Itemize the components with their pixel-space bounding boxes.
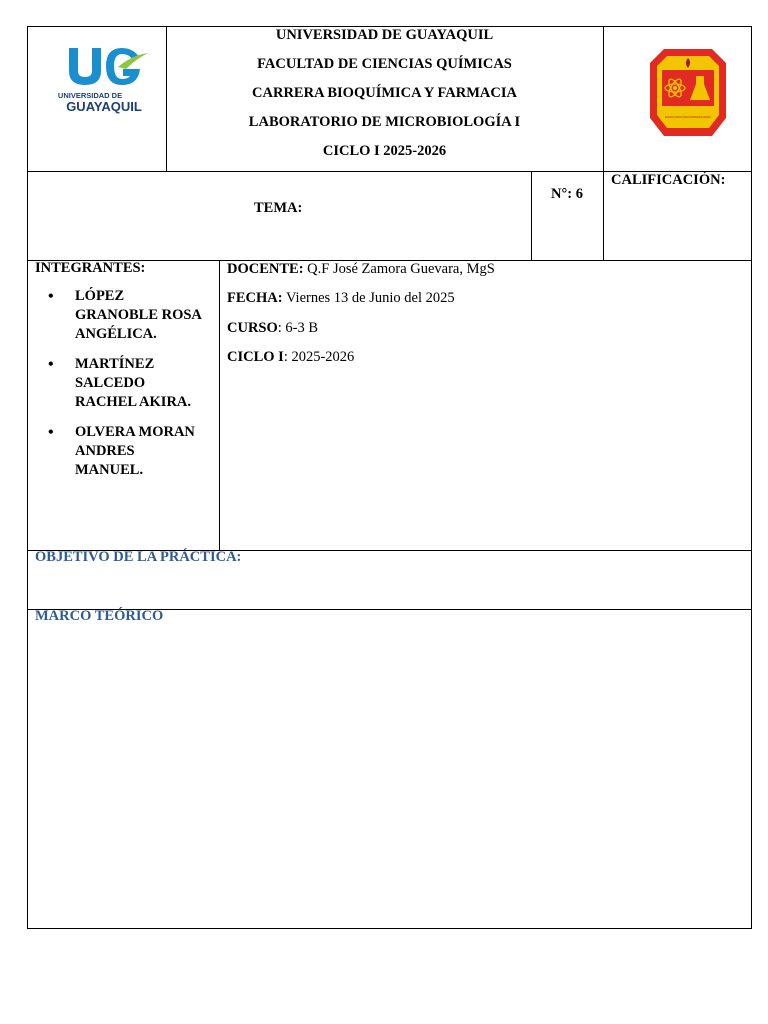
objetivo-title: OBJETIVO DE LA PRÁCTICA: — [35, 549, 242, 565]
member-2-line-2: SALCEDO — [75, 375, 146, 391]
header-cycle: CICLO I 2025-2026 — [322, 143, 447, 159]
fecha-label: FECHA: — [227, 290, 283, 307]
tema-label: TEMA: — [254, 200, 303, 216]
header-title-block — [166, 26, 603, 171]
ug-letter-u — [69, 48, 101, 85]
docente-row — [227, 260, 495, 289]
list-item — [34, 423, 216, 480]
numero-label: N°: 6 — [551, 186, 583, 202]
list-item — [34, 287, 216, 344]
ciclo-label: CICLO I — [227, 348, 284, 365]
docente-label: DOCENTE: — [227, 261, 304, 277]
course-info — [227, 260, 495, 377]
col-divider-numero — [531, 171, 532, 260]
member-3-line-3: MANUEL. — [75, 462, 144, 478]
curso-value: : 6-3 B — [277, 319, 319, 336]
col-divider-logo-right — [603, 26, 604, 260]
member-2-line-3: RACHEL AKIRA. — [75, 394, 192, 410]
integrantes-title: INTEGRANTES: — [35, 260, 146, 276]
member-1-line-2: GRANOBLE ROSA — [75, 307, 202, 323]
header-faculty: FACULTAD DE CIENCIAS QUÍMICAS — [257, 56, 512, 72]
emblem-caption: FACULTAD DE CIENCIAS QUÍMICAS UNIVERSIDAD DE GUAYAQUIL — [665, 115, 712, 119]
emblem-atom-nucleus — [673, 86, 677, 90]
fecha-value: Viernes 13 de Junio del 2025 — [282, 290, 455, 307]
list-item — [34, 355, 216, 412]
members-list — [34, 287, 216, 491]
header-career: CARRERA BIOQUÍMICA Y FARMACIA — [252, 85, 517, 101]
member-1-line-1: LÓPEZ — [75, 288, 125, 304]
ug-logo-line2: GUAYAQUIL — [66, 99, 142, 114]
member-1-line-3: ANGÉLICA. — [75, 326, 157, 342]
header-university: UNIVERSIDAD DE GUAYAQUIL — [275, 27, 494, 43]
ciclo-row — [227, 348, 495, 377]
curso-label: CURSO — [227, 319, 278, 336]
member-3-line-1: OLVERA MORAN — [75, 424, 195, 440]
col-divider-integrantes — [219, 260, 220, 550]
member-3-line-2: ANDRES — [75, 443, 135, 459]
ciclo-value: : 2025-2026 — [283, 348, 355, 365]
faculty-emblem — [648, 46, 728, 140]
university-logo — [57, 45, 150, 117]
docente-value: Q.F José Zamora Guevara, MgS — [303, 261, 495, 277]
ug-logo-line1: UNIVERSIDAD DE — [57, 91, 123, 100]
marco-teorico-title: MARCO TEÓRICO — [35, 608, 164, 624]
calificacion-label: CALIFICACIÓN: — [611, 172, 726, 188]
header-laboratory: LABORATORIO DE MICROBIOLOGÍA I — [248, 114, 521, 130]
fecha-row — [227, 289, 495, 318]
curso-row — [227, 319, 495, 348]
member-2-line-1: MARTÍNEZ — [75, 356, 155, 372]
